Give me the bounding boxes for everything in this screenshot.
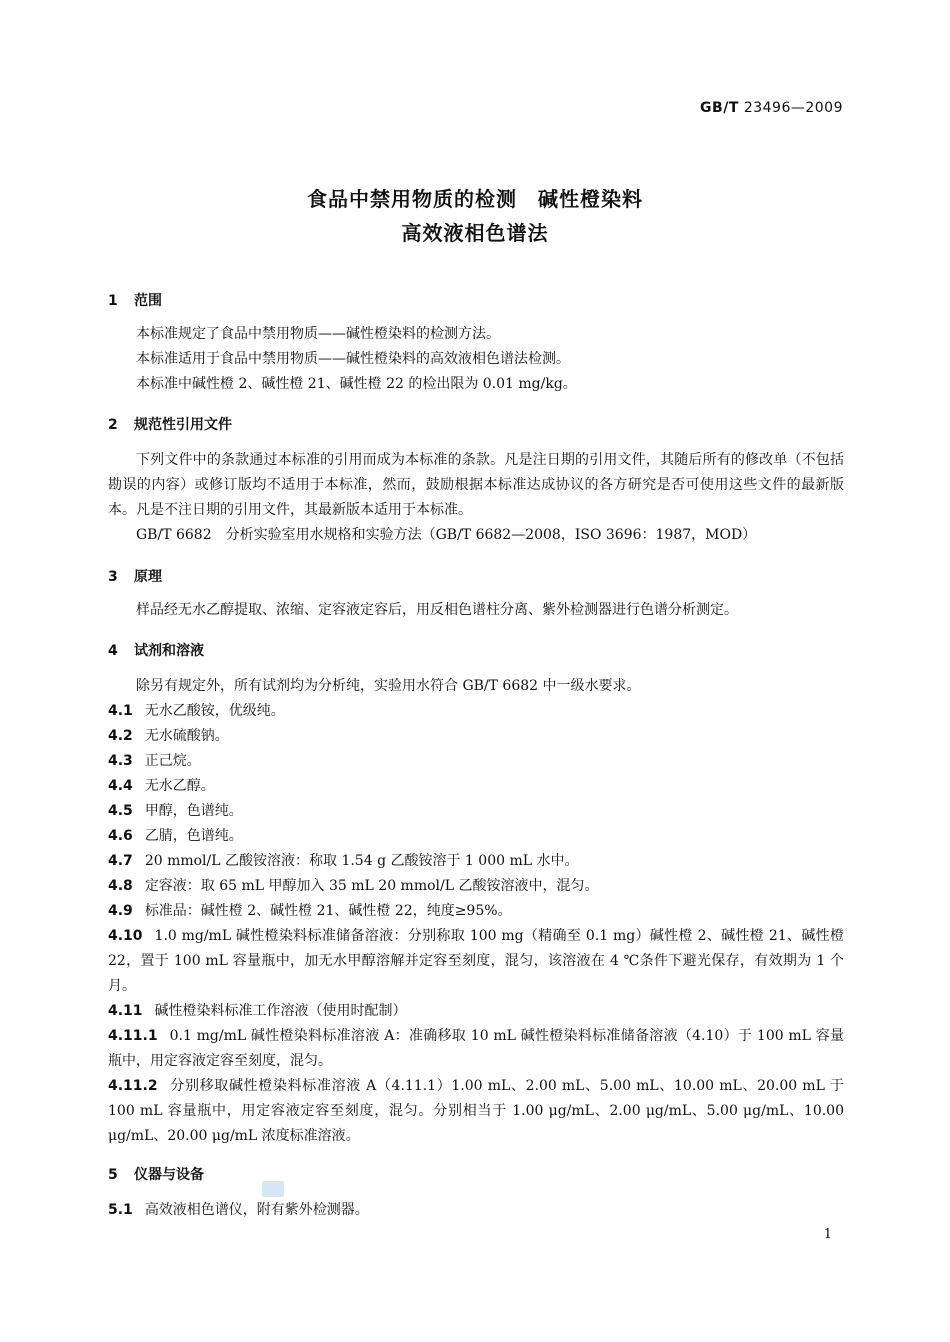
standard-number [700,100,843,116]
section-2-heading: 2 规范性引用文件 [108,417,232,433]
section-1-heading: 1 范围 [108,293,162,309]
watermark-stamp [262,1181,284,1197]
list-item: 4.11 碱性橙染料标准工作溶液（使用时配制） [108,1003,407,1019]
section-1-para-3: 本标准中碱性橙 2、碱性橙 21、碱性橙 22 的检出限为 0.01 mg/kg。 [136,376,577,392]
list-item: 4.11.1 0.1 mg/mL 碱性橙染料标准溶液 A：准确移取 10 mL 碱性橙染料标准储备溶液（4.10）于 100 mL 容量瓶中，用定容液定容至刻度，混匀。 [108,1028,844,1069]
section-4-intro: 除另有规定外，所有试剂均为分析纯，实验用水符合 GB/T 6682 中一级水要求。 [136,678,641,694]
section-4-heading: 4 试剂和溶液 [108,643,204,659]
list-item: 4.7 20 mmol/L 乙酸铵溶液：称取 1.54 g 乙酸铵溶于 1 000 mL 水中。 [108,853,579,869]
list-item: 4.1 无水乙酸铵，优级纯。 [108,703,285,719]
section-3-para: 样品经无水乙醇提取、浓缩、定容液定容后，用反相色谱柱分离、紫外检测器进行色谱分析测定。 [136,602,738,618]
list-item: 4.2 无水硫酸钠。 [108,728,229,744]
section-5-heading: 5 仪器与设备 [108,1167,204,1183]
document-title-line1: 食品中禁用物质的检测 碱性橙染料 [307,187,643,211]
section-1-para-2: 本标准适用于食品中禁用物质——碱性橙染料的高效液相色谱法检测。 [136,351,570,367]
section-2-reference: GB/T 6682 分析实验室用水规格和实验方法（GB/T 6682—2008，ISO 3696：1987，MOD） [136,527,757,543]
section-1-para-1: 本标准规定了食品中禁用物质——碱性橙染料的检测方法。 [136,326,500,342]
list-item: 4.11.2 分别移取碱性橙染料标准溶液 A（4.11.1）1.00 mL、2.00 mL、5.00 mL、10.00 mL、20.00 mL 于 100 mL 容量瓶中，用定容液定容至刻度，混匀。分别相当于 1.00 μg/mL、2.00 μg/mL、5.00 μg/mL、10.00 μg/mL、20.00 μg/mL 浓度标准溶液。 [108,1078,844,1144]
list-item: 4.6 乙腈，色谱纯。 [108,828,243,844]
list-item: 4.4 无水乙醇。 [108,778,215,794]
list-item: 5.1 高效液相色谱仪，附有紫外检测器。 [108,1202,369,1218]
document-title-line2: 高效液相色谱法 [401,221,549,245]
page-number: 1 [823,1227,832,1242]
list-item: 4.5 甲醇，色谱纯。 [108,803,243,819]
section-3-heading: 3 原理 [108,569,162,585]
standard-code: 23496—2009 [743,100,843,116]
list-item: 4.10 1.0 mg/mL 碱性橙染料标准储备溶液：分别称取 100 mg（精确至 0.1 mg）碱性橙 2、碱性橙 21、碱性橙 22，置于 100 mL 容量瓶中，加无水甲醇溶解并定容至刻度，混匀，该溶液在 4 ℃条件下避光保存，有效期为 1 个月。 [108,928,844,994]
section-2-para: 下列文件中的条款通过本标准的引用而成为本标准的条款。凡是注日期的引用文件，其随后所有的修改单（不包括勘误的内容）或修订版均不适用于本标准，然而，鼓励根据本标准达成协议的各方研究是否可使用这些文件的最新版本。凡是不注日期的引用文件，其最新版本适用于本标准。 [108,452,844,518]
list-item: 4.8 定容液：取 65 mL 甲醇加入 35 mL 20 mmol/L 乙酸铵溶液中，混匀。 [108,878,599,894]
standard-prefix: GB/T [700,100,739,116]
list-item: 4.9 标准品：碱性橙 2、碱性橙 21、碱性橙 22，纯度≥95%。 [108,903,512,919]
list-item: 4.3 正己烷。 [108,753,201,769]
